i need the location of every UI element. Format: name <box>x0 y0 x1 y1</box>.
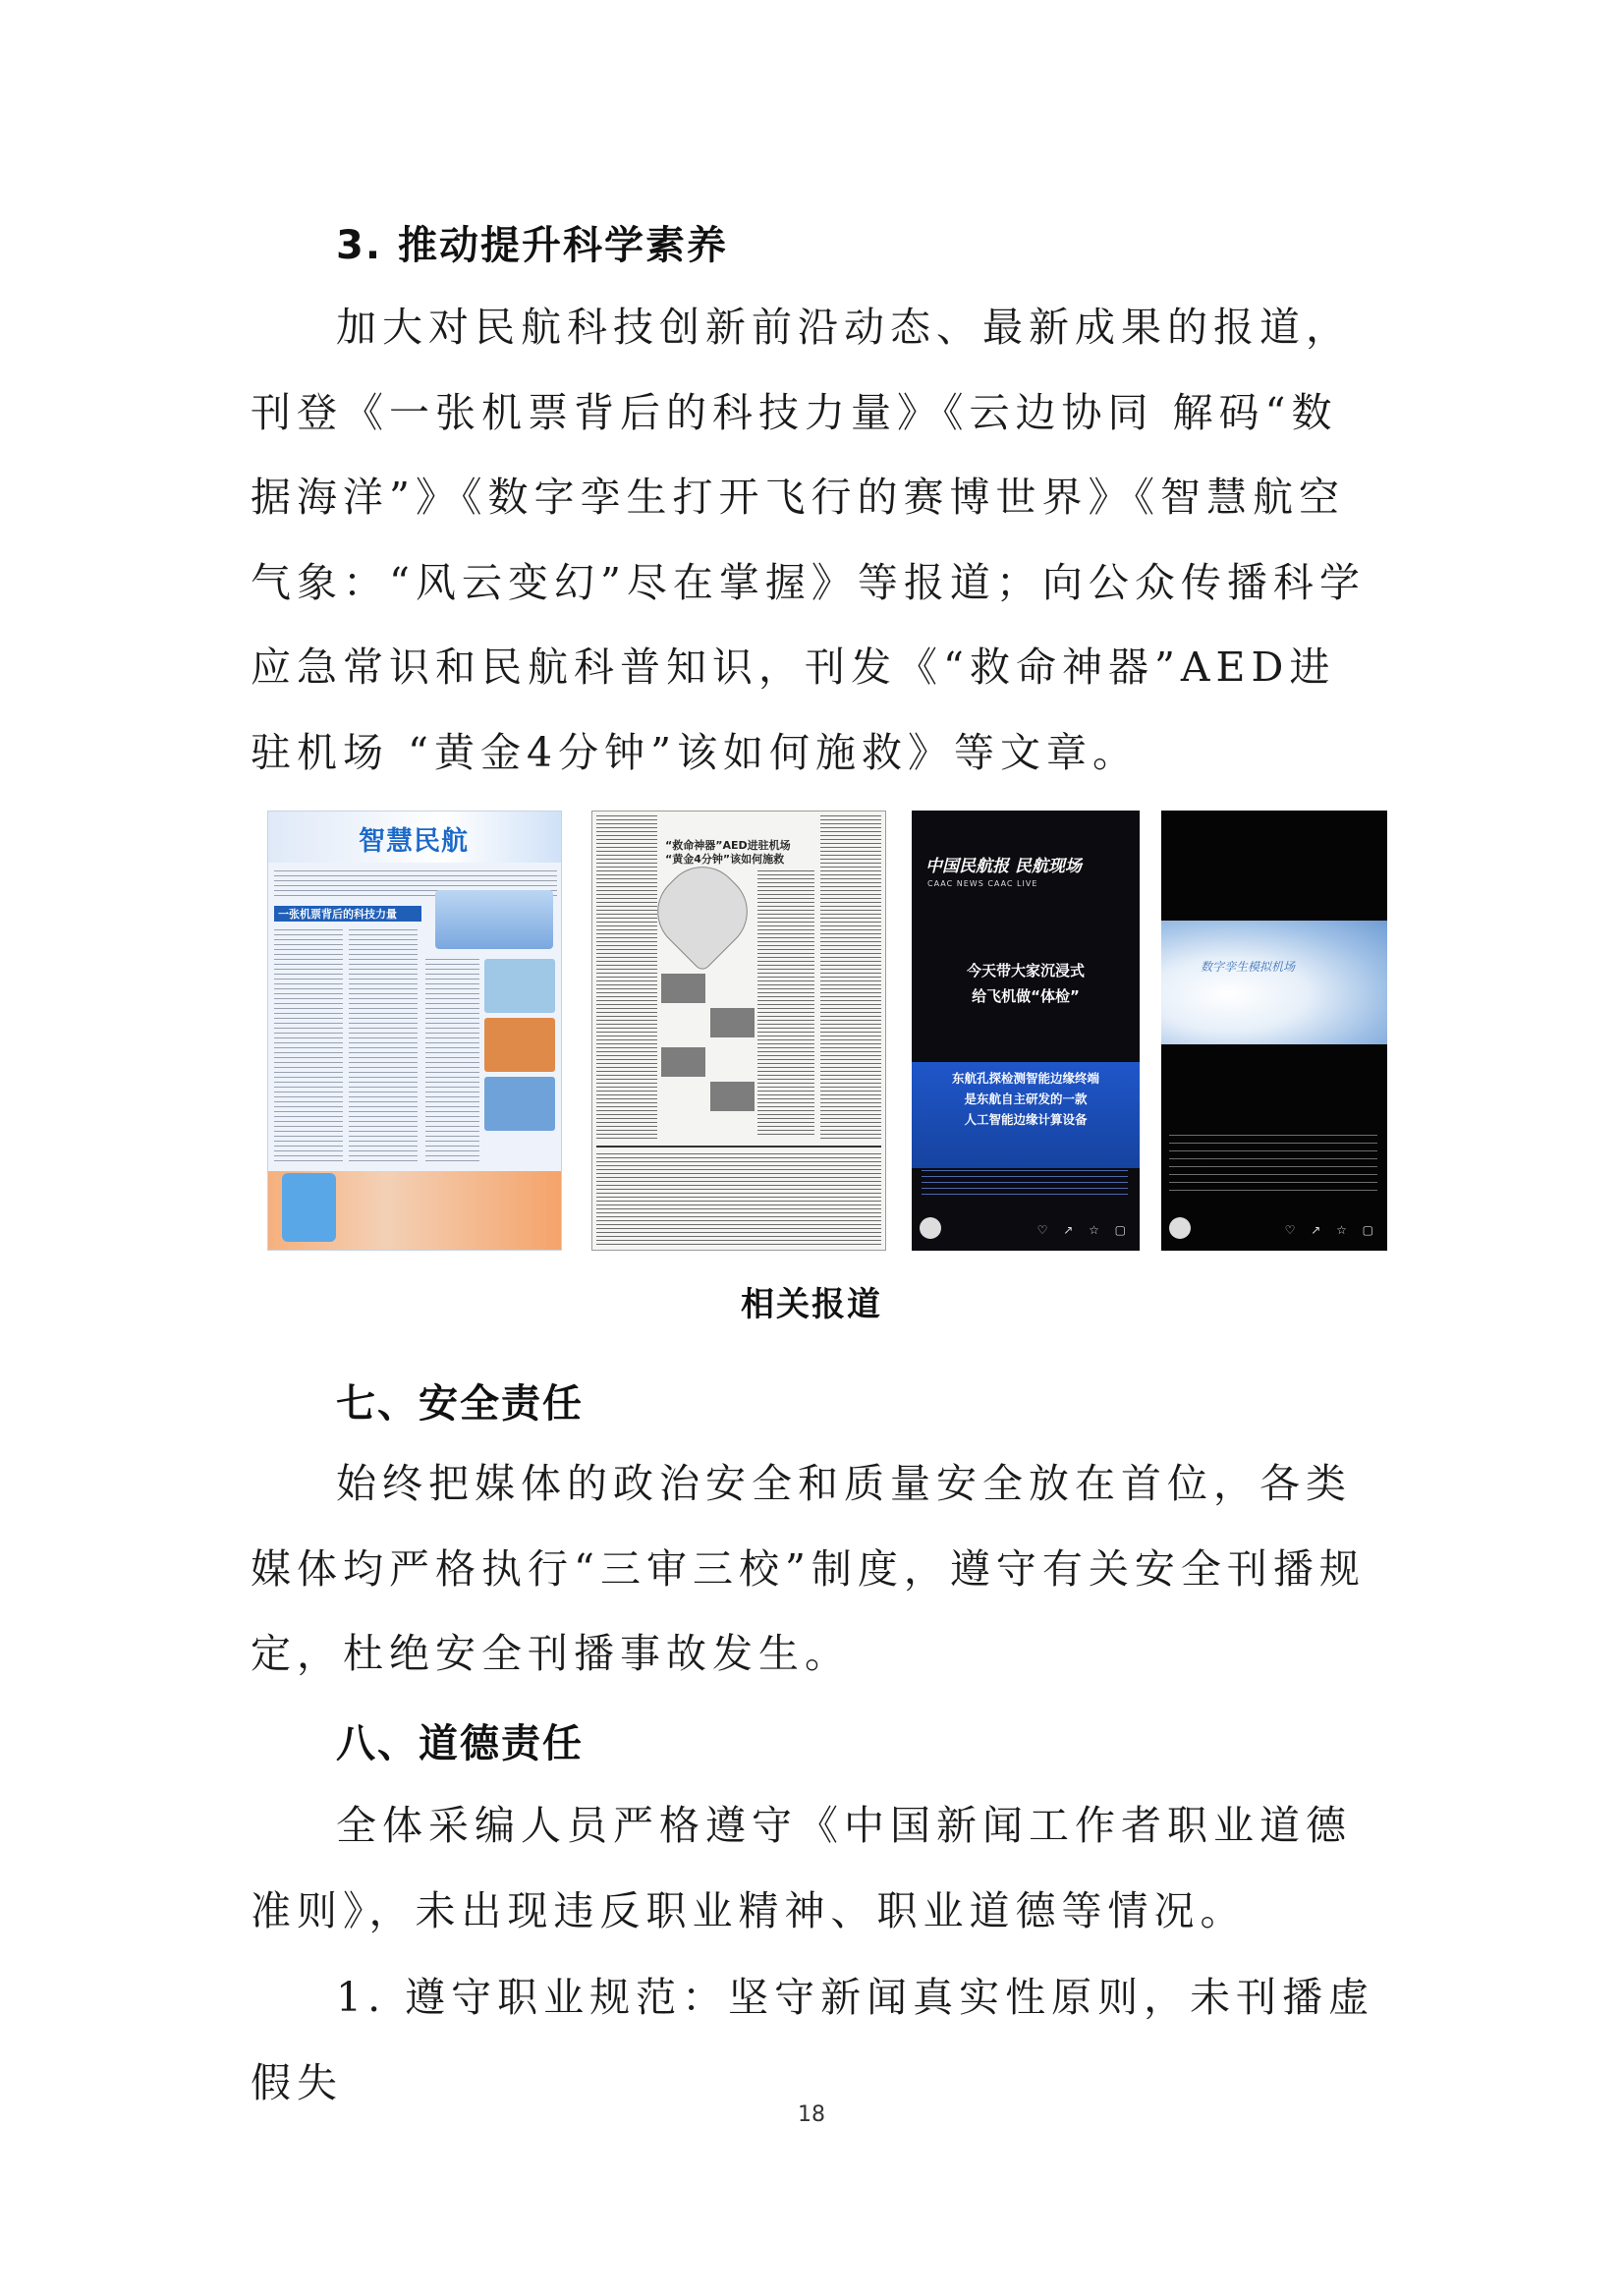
avatar <box>920 1217 941 1239</box>
page-number: 18 <box>798 2102 825 2127</box>
video-title <box>912 958 1140 1009</box>
photo <box>484 1077 555 1131</box>
video-card-digital-twin[interactable] <box>1161 811 1387 1251</box>
aed-headline-line1: “救命神器”AED进驻机场 <box>665 839 791 852</box>
sky-image <box>1161 921 1387 1044</box>
text-column <box>820 815 881 1140</box>
sky-overlay-text: 数字孪生模拟机场 <box>1201 960 1296 974</box>
section-heading-science: 3. 推动提升科学素养 <box>336 223 728 268</box>
masthead-title: 智慧民航 <box>359 826 469 857</box>
video-description <box>922 1170 1128 1200</box>
aed-headline-line2: “黄金4分钟”该如何施救 <box>665 853 785 866</box>
airplane-photo <box>435 890 553 949</box>
video-card-aircraft-inspection[interactable] <box>912 811 1140 1251</box>
photo <box>710 1008 755 1037</box>
phone-illustration <box>282 1173 336 1242</box>
video-brand-sub: CAAC NEWS CAAC LIVE <box>927 879 1038 888</box>
video-blue-line3: 人工智能边缘计算设备 <box>964 1112 1088 1127</box>
photo <box>661 1047 705 1077</box>
article-banner-text: 一张机票背后的科技力量 <box>278 908 397 921</box>
divider <box>596 1146 881 1148</box>
text-block <box>596 1153 881 1248</box>
related-reports-figure <box>267 811 1387 1251</box>
section-heading-ethics: 八、道德责任 <box>336 1721 584 1766</box>
action-icons: ♡ ↗ ☆ ▢ <box>1036 1223 1132 1237</box>
photo <box>710 1082 755 1111</box>
text-column <box>274 929 343 1165</box>
science-paragraph: 加大对民航科技创新前沿动态、最新成果的报道，刊登《一张机票背后的科技力量》《云边协同 解码“数据海洋”》《数字孪生打开飞行的赛博世界》《智慧航空气象：“风云变幻”尽在掌握》等报道；向公众传播科学应急常识和民航科普知识，刊发《“救命神器”AED进驻机场 “黄金4分钟”该如何施救》等文章。 <box>251 304 1366 776</box>
photo <box>484 959 555 1013</box>
newspaper-page-smart-aviation <box>267 811 562 1251</box>
video-blue-line1: 东航孔探检测智能边缘终端 <box>951 1071 1099 1086</box>
video-blue-text <box>912 1068 1140 1130</box>
video-description <box>1169 1135 1377 1194</box>
aed-headline <box>665 839 791 867</box>
text-column <box>349 929 418 1165</box>
figure-caption: 相关报道 <box>741 1285 882 1324</box>
heart-graphic <box>642 851 763 973</box>
video-title-line2: 给飞机做“体检” <box>972 987 1080 1005</box>
text-column <box>757 870 814 1136</box>
safety-paragraph: 始终把媒体的政治安全和质量安全放在首位，各类媒体均严格执行“三审三校”制度，遵守有关安全刊播规定，杜绝安全刊播事故发生。 <box>251 1460 1366 1677</box>
avatar <box>1169 1217 1191 1239</box>
section-heading-safety: 七、安全责任 <box>336 1381 584 1427</box>
video-brand: 中国民航报 民航现场 <box>925 857 1082 876</box>
photo <box>661 974 705 1003</box>
newspaper-page-aed <box>591 811 886 1251</box>
action-icons: ♡ ↗ ☆ ▢ <box>1284 1223 1379 1237</box>
video-title-line1: 今天带大家沉浸式 <box>966 962 1085 980</box>
ethics-item-1: 1. 遵守职业规范：坚守新闻真实性原则，未刊播虚假失 <box>251 1974 1375 2106</box>
text-column <box>596 815 657 1140</box>
text-column <box>425 959 479 1165</box>
video-footer <box>912 1207 1140 1251</box>
ethics-paragraph: 全体采编人员严格遵守《中国新闻工作者职业道德准则》，未出现违反职业精神、职业道德等情况。 <box>251 1802 1352 1934</box>
photo <box>484 1018 555 1072</box>
video-blue-line2: 是东航自主研发的一款 <box>964 1092 1088 1106</box>
